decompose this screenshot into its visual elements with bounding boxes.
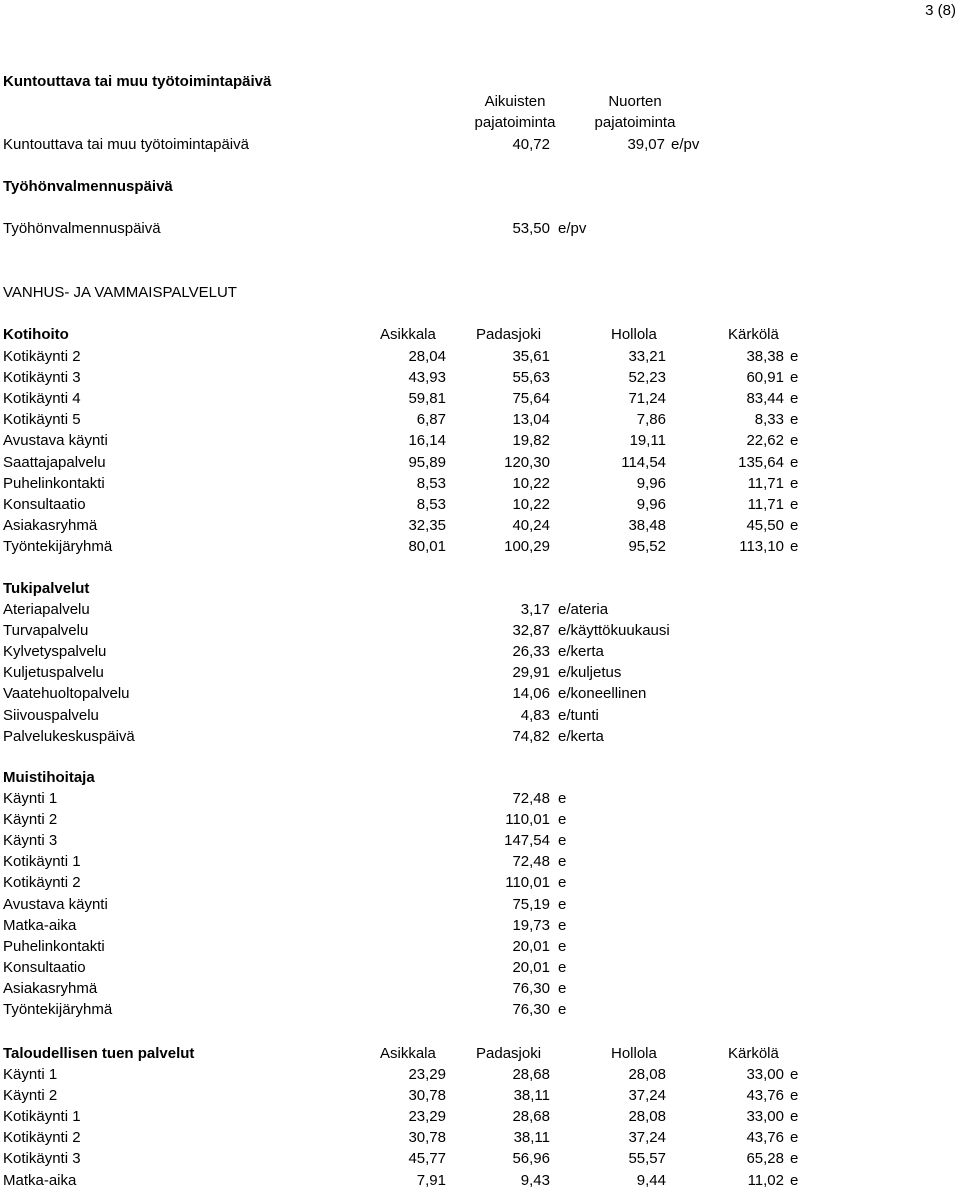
table-cell: 113,10 xyxy=(739,537,784,555)
section-title: Muistihoitaja xyxy=(3,769,95,786)
value: 76,30 xyxy=(512,979,550,997)
unit: e xyxy=(790,495,799,513)
value-nuorten: 39,07 xyxy=(627,136,665,153)
unit: e xyxy=(790,537,799,555)
table-title: Kotihoito xyxy=(3,326,69,343)
table-cell: 28,08 xyxy=(628,1108,666,1126)
col-header: Padasjoki xyxy=(476,1045,542,1062)
col-header: Hollola xyxy=(611,1045,657,1062)
table-cell: 32,35 xyxy=(408,516,446,534)
unit: e/kerta xyxy=(558,727,604,745)
row-label: Saattajapalvelu xyxy=(3,453,106,471)
table-cell: 43,76 xyxy=(746,1129,784,1147)
table-cell: 9,96 xyxy=(636,495,666,513)
table-cell: 114,54 xyxy=(621,453,666,471)
row-label: Kotikäynti 4 xyxy=(3,390,81,408)
unit: e/pv xyxy=(671,136,700,153)
value: 32,87 xyxy=(512,622,550,640)
value: 3,17 xyxy=(520,601,550,618)
table-cell: 28,08 xyxy=(628,1066,666,1083)
unit: e xyxy=(790,1171,799,1189)
unit: e xyxy=(790,1087,799,1105)
section-title-vanhuspalvelut: VANHUS- JA VAMMAISPALVELUT xyxy=(3,284,237,301)
table-cell: 38,48 xyxy=(628,516,666,534)
table-cell: 22,62 xyxy=(746,432,784,450)
table-cell: 33,00 xyxy=(746,1108,784,1126)
table-cell: 38,11 xyxy=(513,1129,550,1147)
value: 76,30 xyxy=(512,1001,550,1018)
table-cell: 10,22 xyxy=(512,495,550,513)
value: 110,01 xyxy=(505,811,550,829)
table-cell: 33,21 xyxy=(628,348,666,365)
section-title-tyohonvalmennus: Työhönvalmennuspäivä xyxy=(3,178,173,195)
table-cell: 33,00 xyxy=(746,1066,784,1083)
row-label: Kuljetuspalvelu xyxy=(3,664,104,682)
table-cell: 75,64 xyxy=(512,390,550,408)
row-label: Kotikäynti 3 xyxy=(3,1150,81,1168)
table-cell: 19,82 xyxy=(512,432,550,450)
unit: e xyxy=(790,1129,799,1147)
table-cell: 9,96 xyxy=(636,474,666,492)
unit: e xyxy=(790,390,799,408)
row-label: Työntekijäryhmä xyxy=(3,537,113,555)
unit: e/pv xyxy=(558,220,587,237)
table-cell: 95,89 xyxy=(408,453,446,471)
unit: e xyxy=(790,432,799,450)
unit: e xyxy=(558,853,567,871)
value: 20,01 xyxy=(512,937,550,955)
table-cell: 37,24 xyxy=(628,1087,666,1105)
row-label: Konsultaatio xyxy=(3,958,86,976)
table-cell: 28,68 xyxy=(512,1066,550,1083)
table-cell: 37,24 xyxy=(628,1129,666,1147)
table-cell: 45,50 xyxy=(746,516,784,534)
unit: e xyxy=(558,811,567,829)
col-header: Padasjoki xyxy=(476,326,542,343)
row-label: Käynti 1 xyxy=(3,790,58,807)
table-cell: 100,29 xyxy=(504,537,550,555)
unit: e xyxy=(558,916,567,934)
unit: e xyxy=(790,516,799,534)
unit: e xyxy=(558,1001,567,1018)
value: 26,33 xyxy=(512,643,550,661)
row-label: Vaatehuoltopalvelu xyxy=(3,685,130,703)
row-label: Matka-aika xyxy=(3,916,77,934)
table-cell: 8,33 xyxy=(754,411,784,429)
row-label: Kylvetyspalvelu xyxy=(3,643,107,661)
table-cell: 43,76 xyxy=(746,1087,784,1105)
col-header-aikuisten: Aikuisten pajatoiminta xyxy=(474,93,556,131)
unit: e/koneellinen xyxy=(558,685,647,703)
row-label: Puhelinkontakti xyxy=(3,474,105,492)
table-cell: 45,77 xyxy=(408,1150,446,1168)
table-cell: 30,78 xyxy=(408,1087,446,1105)
row-label: Puhelinkontakti xyxy=(3,937,105,955)
col-header: Kärkölä xyxy=(728,326,779,343)
section-title-tyotoimintapaiva: Kuntouttava tai muu työtoimintapäivä xyxy=(3,73,272,90)
unit: e xyxy=(558,832,567,850)
row-label: Asiakasryhmä xyxy=(3,516,98,534)
value: 4,83 xyxy=(520,706,550,724)
table-cell: 80,01 xyxy=(408,537,446,555)
table-cell: 38,38 xyxy=(746,348,784,365)
unit: e/tunti xyxy=(558,706,599,724)
unit: e xyxy=(790,411,799,429)
unit: e xyxy=(790,1150,799,1168)
table-cell: 95,52 xyxy=(628,537,666,555)
row-label: Palvelukeskuspäivä xyxy=(3,727,135,745)
unit: e xyxy=(558,874,567,892)
row-label: Kotikäynti 2 xyxy=(3,1129,81,1147)
row-label: Avustava käynti xyxy=(3,895,108,913)
unit: e xyxy=(790,474,799,492)
table-cell: 71,24 xyxy=(628,390,666,408)
table-cell: 52,23 xyxy=(628,369,666,387)
row-label: Matka-aika xyxy=(3,1171,77,1189)
col-header: Asikkala xyxy=(380,1045,436,1062)
row-label: Käynti 2 xyxy=(3,811,58,829)
unit: e xyxy=(558,958,567,976)
unit: e xyxy=(558,790,567,807)
table-cell: 7,91 xyxy=(416,1171,446,1189)
table-cell: 16,14 xyxy=(408,432,446,450)
unit: e/ateria xyxy=(558,601,609,618)
value-aikuisten: 40,72 xyxy=(512,136,550,153)
row-label: Kotikäynti 1 xyxy=(3,853,81,871)
table-cell: 11,02 xyxy=(747,1171,784,1189)
table-title: Taloudellisen tuen palvelut xyxy=(3,1045,195,1062)
table-cell: 7,86 xyxy=(636,411,666,429)
table-cell: 55,63 xyxy=(512,369,550,387)
table-cell: 59,81 xyxy=(408,390,446,408)
row-label: Asiakasryhmä xyxy=(3,979,98,997)
row-label: Käynti 2 xyxy=(3,1087,58,1105)
unit: e xyxy=(558,979,567,997)
value: 74,82 xyxy=(512,727,550,745)
row-label: Siivouspalvelu xyxy=(3,706,99,724)
table-cell: 8,53 xyxy=(416,495,446,513)
value: 19,73 xyxy=(512,916,550,934)
unit: e/kerta xyxy=(558,643,604,661)
row-label: Työntekijäryhmä xyxy=(3,1001,113,1018)
row-label: Konsultaatio xyxy=(3,495,86,513)
unit: e xyxy=(790,1108,799,1126)
value: 110,01 xyxy=(505,874,550,892)
row-label: Kotikäynti 2 xyxy=(3,348,81,365)
value: 29,91 xyxy=(512,664,550,682)
row-label: Turvapalvelu xyxy=(3,622,89,640)
table-cell: 23,29 xyxy=(408,1066,446,1083)
row-label: Työhönvalmennuspäivä xyxy=(3,220,161,237)
col-header: Asikkala xyxy=(380,326,436,343)
table-cell: 40,24 xyxy=(512,516,550,534)
col-header: Hollola xyxy=(611,326,657,343)
value: 75,19 xyxy=(512,895,550,913)
row-label: Avustava käynti xyxy=(3,432,108,450)
value: 14,06 xyxy=(512,685,550,703)
unit: e/käyttökuukausi xyxy=(558,622,670,640)
unit: e xyxy=(790,453,799,471)
unit: e xyxy=(790,369,799,387)
page-number: 3 (8) xyxy=(925,2,956,19)
row-label: Kotikäynti 1 xyxy=(3,1108,81,1126)
table-cell: 13,04 xyxy=(512,411,550,429)
table-cell: 28,04 xyxy=(408,348,446,365)
row-label: Käynti 1 xyxy=(3,1066,58,1083)
table-cell: 6,87 xyxy=(416,411,446,429)
unit: e/kuljetus xyxy=(558,664,622,682)
value: 72,48 xyxy=(512,790,550,807)
table-cell: 135,64 xyxy=(738,453,784,471)
table-cell: 56,96 xyxy=(512,1150,550,1168)
table-cell: 43,93 xyxy=(408,369,446,387)
section-title: Tukipalvelut xyxy=(3,580,90,597)
table-cell: 60,91 xyxy=(746,369,784,387)
row-label: Kotikäynti 2 xyxy=(3,874,81,892)
table-cell: 55,57 xyxy=(628,1150,666,1168)
row-label: Kotikäynti 5 xyxy=(3,411,81,429)
row-label: Ateriapalvelu xyxy=(3,601,90,618)
table-cell: 11,71 xyxy=(747,474,784,492)
table-cell: 9,43 xyxy=(520,1171,550,1189)
row-label: Kuntouttava tai muu työtoimintapäivä xyxy=(3,136,249,153)
table-cell: 28,68 xyxy=(512,1108,550,1126)
unit: e xyxy=(558,937,567,955)
unit: e xyxy=(790,348,799,365)
value: 147,54 xyxy=(504,832,550,850)
table-cell: 19,11 xyxy=(629,432,666,450)
table-cell: 23,29 xyxy=(408,1108,446,1126)
table-cell: 35,61 xyxy=(512,348,550,365)
row-label: Käynti 3 xyxy=(3,832,58,850)
table-cell: 11,71 xyxy=(747,495,784,513)
table-cell: 8,53 xyxy=(416,474,446,492)
col-header-nuorten: Nuorten pajatoiminta xyxy=(594,93,676,131)
value: 53,50 xyxy=(512,220,550,237)
table-cell: 65,28 xyxy=(746,1150,784,1168)
col-header: Kärkölä xyxy=(728,1045,779,1062)
table-cell: 10,22 xyxy=(512,474,550,492)
unit: e xyxy=(790,1066,799,1083)
value: 72,48 xyxy=(512,853,550,871)
table-cell: 38,11 xyxy=(513,1087,550,1105)
table-cell: 83,44 xyxy=(746,390,784,408)
table-cell: 30,78 xyxy=(408,1129,446,1147)
table-cell: 120,30 xyxy=(504,453,550,471)
value: 20,01 xyxy=(512,958,550,976)
row-label: Kotikäynti 3 xyxy=(3,369,81,387)
unit: e xyxy=(558,895,567,913)
table-cell: 9,44 xyxy=(636,1171,666,1189)
